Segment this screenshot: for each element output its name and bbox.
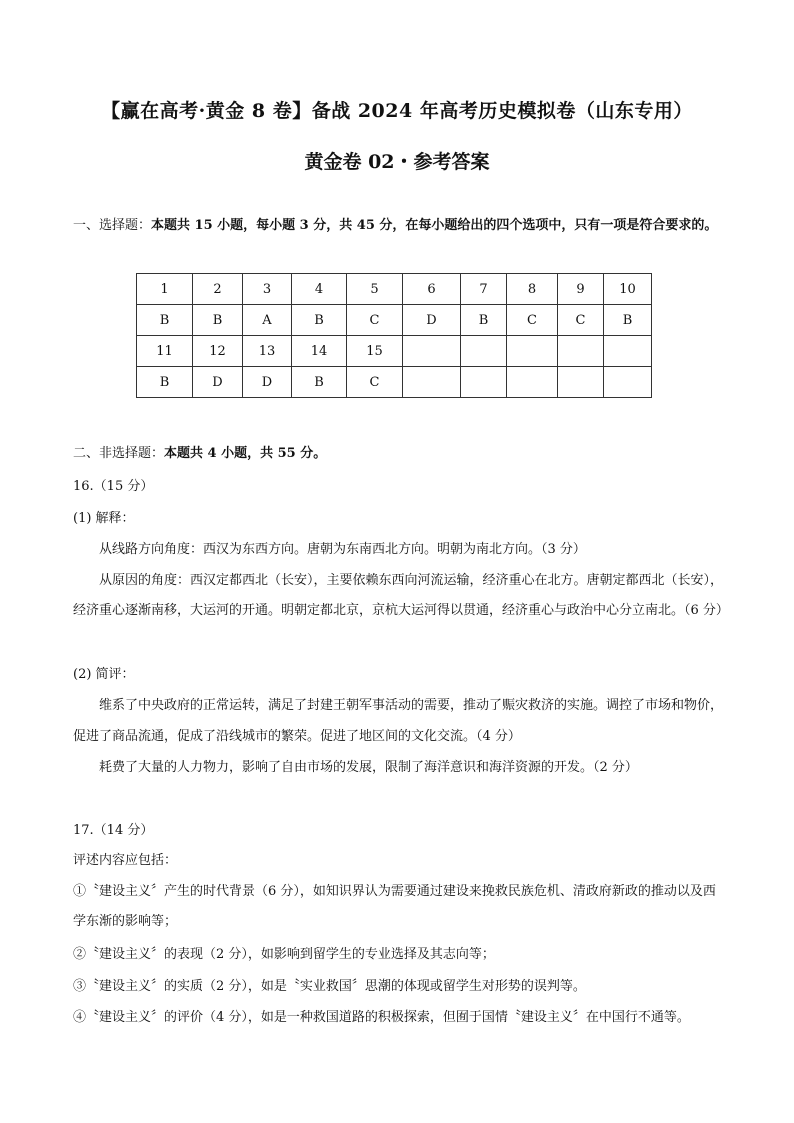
answer-table	[136, 273, 652, 398]
answer-row-numbers-1	[137, 274, 652, 305]
section1-instructions	[73, 211, 728, 240]
answer-cell: B	[137, 367, 193, 398]
answer-cell: C	[347, 367, 403, 398]
question-number: 1	[137, 274, 193, 305]
empty-cell	[507, 336, 558, 367]
question-number: 14	[292, 336, 347, 367]
question-number: 3	[243, 274, 292, 305]
q17-intro: 评述内容应包括：	[73, 853, 178, 868]
answer-cell: D	[243, 367, 292, 398]
section1-bold-intro: 本题共 15 小题，每小题 3 分，共 45 分，在每小题给出的	[151, 218, 497, 233]
section1-rest: ，只有一项是符合要求的。	[561, 218, 718, 233]
question-number: 5	[347, 274, 403, 305]
q16-header: 16.（15 分）	[73, 479, 154, 494]
q16-part2-paragraph-1: 维系了中央政府的正常运转，满足了封建王朝军事活动的需要，推动了赈灾救济的实施。调控了市场和物价，促进了商品流通，促成了沿线城市的繁荣。促进了地区间的文化交流。（4 分）	[73, 698, 724, 744]
q17-item-3: ③〝建设主义〞的实质（2 分），如是〝实业救国〞思潮的体现或留学生对形势的误判等。	[73, 979, 586, 994]
answer-row-answers-1	[137, 305, 652, 336]
empty-cell	[403, 367, 461, 398]
section2-prefix: 二、非选择题：	[73, 446, 165, 461]
answer-cell: C	[347, 305, 403, 336]
q16-part1-paragraph-1: 从线路方向角度：西汉为东西方向。唐朝为东南西北方向。明朝为南北方向。（3 分）	[99, 542, 586, 557]
section2-instructions	[73, 439, 728, 468]
question-number: 6	[403, 274, 461, 305]
answer-cell: B	[292, 367, 347, 398]
q17-header: 17.（14 分）	[73, 823, 154, 838]
empty-cell	[507, 367, 558, 398]
q17-item-4: ④〝建设主义〞的评价（4 分），如是一种救国道路的积极探索，但囿于国情〝建设主义〞在中国行不通等。	[73, 1010, 690, 1025]
empty-cell	[461, 367, 507, 398]
empty-cell	[558, 336, 604, 367]
empty-cell	[461, 336, 507, 367]
section1-bold-four: 四个选项中	[496, 218, 562, 233]
question-number: 7	[461, 274, 507, 305]
answer-cell: C	[507, 305, 558, 336]
answer-cell: C	[558, 305, 604, 336]
document-subtitle: 黄金卷 02・参考答案	[304, 151, 490, 173]
q16-part2-paragraph-2: 耗费了大量的人力物力，影响了自由市场的发展，限制了海洋意识和海洋资源的开发。（2 分）	[99, 760, 638, 775]
document-title: 【赢在高考·黄金 8 卷】备战 2024 年高考历史模拟卷（山东专用）	[101, 100, 693, 122]
question-number: 12	[193, 336, 243, 367]
answer-cell: D	[193, 367, 243, 398]
empty-cell	[604, 336, 652, 367]
answer-cell: B	[193, 305, 243, 336]
section2-bold-intro: 本题共 4 小题，共 55 分。	[164, 446, 327, 461]
question-number: 2	[193, 274, 243, 305]
answer-cell: D	[403, 305, 461, 336]
section1-prefix: 一、选择题：	[73, 218, 152, 233]
q16-part1-label: (1) 解释：	[73, 511, 135, 526]
question-number: 13	[243, 336, 292, 367]
q16-part1-paragraph-2: 从原因的角度：西汉定都西北（长安），主要依赖东西向河流运输，经济重心在北方。唐朝定都西北（长安），经济重心逐渐南移，大运河的开通。明朝定都北京，京杭大运河得以贯通，经济重心与政治中心分立南北。（6 分）	[73, 573, 729, 618]
question-number: 15	[347, 336, 403, 367]
q16-part2-label: (2) 简评：	[73, 667, 135, 682]
question-number: 4	[292, 274, 347, 305]
q17-item-2: ②〝建设主义〞的表现（2 分），如影响到留学生的专业选择及其志向等；	[73, 947, 495, 962]
empty-cell	[604, 367, 652, 398]
empty-cell	[403, 336, 461, 367]
question-number: 8	[507, 274, 558, 305]
q17-item-1: ①〝建设主义〞产生的时代背景（6 分），如知识界认为需要通过建设来挽救民族危机、清政府新政的推动以及西学东渐的影响等；	[73, 884, 716, 929]
question-number: 9	[558, 274, 604, 305]
answer-row-answers-2	[137, 367, 652, 398]
answer-cell: B	[137, 305, 193, 336]
question-number: 10	[604, 274, 652, 305]
answer-row-numbers-2	[137, 336, 652, 367]
answer-cell: B	[604, 305, 652, 336]
answer-cell: B	[292, 305, 347, 336]
answer-cell: A	[243, 305, 292, 336]
answer-cell: B	[461, 305, 507, 336]
question-number: 11	[137, 336, 193, 367]
empty-cell	[558, 367, 604, 398]
